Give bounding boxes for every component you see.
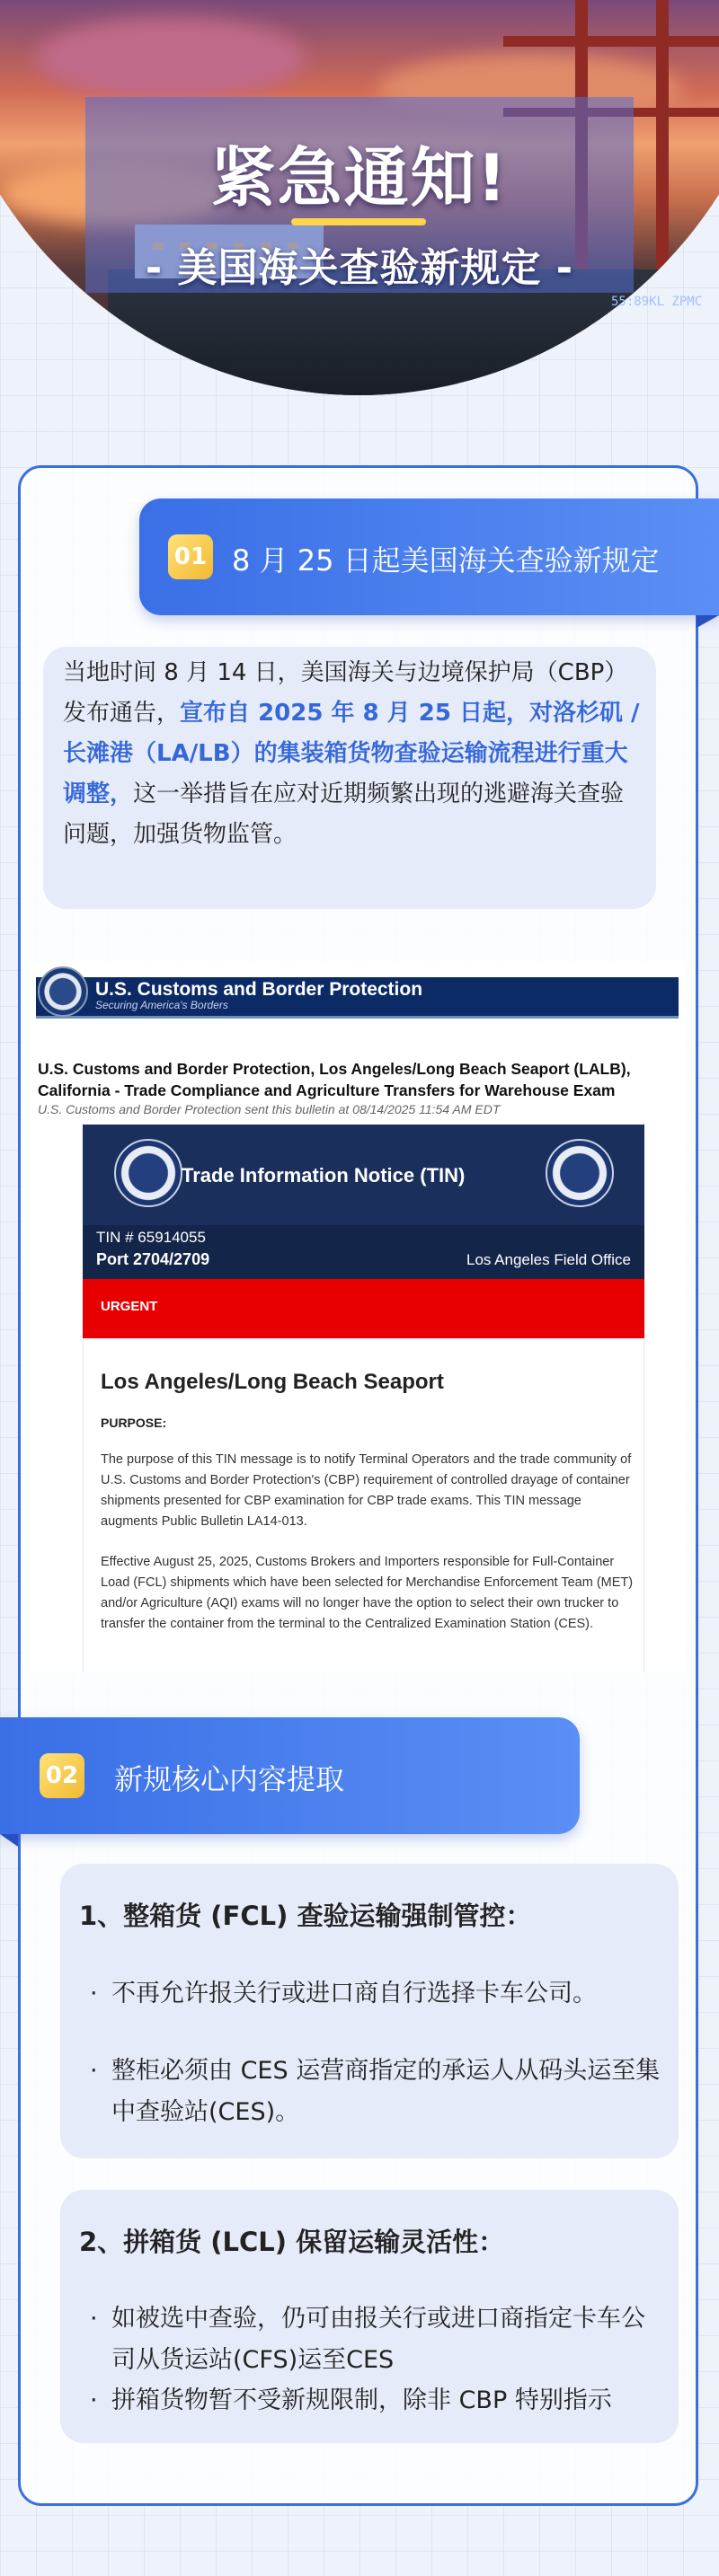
tin-label: Trade Information Notice (TIN) — [182, 1164, 466, 1187]
section-title: 8 月 25 日起美国海关查验新规定 — [232, 543, 660, 578]
list-item: · 如被选中查验，仍可由报关行或进口商指定卡车公司从货运站(CFS)运至CES — [90, 2305, 645, 2374]
purpose-label: PURPOSE: — [101, 1416, 167, 1430]
bulletin-heading: Los Angeles/Long Beach Seaport — [101, 1370, 444, 1394]
summary-highlight: 宣布自 2025 年 8 月 25 日起，对洛杉矶 / 长滩港（LA/LB）的集装箱货物查验运输流程进行重大调整， — [63, 700, 640, 807]
bulletin-paragraph-2: Effective August 25, 2025, Customs Brokers and Importers responsible for Full-Container Load (FCL) shipments which have been selected for Merchandise Enforcement Team (MET) and/or Agriculture (AQI) exams will no longer have the option to select their own trucker to transfer the container from the terminal to the Centralized Examination Station (CES). — [101, 1555, 634, 1631]
dhs-seal-icon — [38, 966, 88, 1017]
section-number-badge: 02 — [40, 1753, 84, 1798]
bulletin-sent-line: U.S. Customs and Border Protection sent this bulletin at 08/14/2025 11:54 AM EDT — [38, 1102, 501, 1116]
lcl-rule-heading: 2、拼箱货 (LCL) 保留运输灵活性： — [79, 2227, 505, 2257]
urgent-label: URGENT — [101, 1299, 158, 1314]
summary-part-a: 当地时间 8 月 14 日，美国海关与边境保护局（CBP）发布通告， — [63, 659, 628, 727]
fcl-rule-heading: 1、整箱货 (FCL) 查验运输强制管控： — [79, 1901, 532, 1931]
field-office: Los Angeles Field Office — [466, 1251, 631, 1268]
bulletin-title: U.S. Customs and Border Protection, Los Angeles/Long Beach Seaport (LALB), California - Trade Compliance and Agriculture Transfers for Warehouse Exam — [38, 1060, 631, 1099]
tin-port: Port 2704/2709 — [96, 1250, 210, 1268]
dhs-seal-left-icon — [114, 1139, 182, 1207]
list-item: · 整柜必须由 CES 运营商指定的承运人从码头运至集中查验站(CES)。 — [90, 2057, 661, 2126]
urgent-banner — [83, 1279, 644, 1338]
bulletin-paragraph-1: The purpose of this TIN message is to notify Terminal Operators and the trade community of U.S. Customs and Border Protection's (CBP) requirement of controlled drayage of container shipments presented for CBP examination for CBP trade exams. This TIN message augments Public Bulletin LA14-013. — [101, 1452, 632, 1529]
dhs-seal-right-icon — [546, 1139, 614, 1207]
page-subtitle: - 美国海关查验新规定 - — [145, 245, 574, 291]
tin-number: TIN # 65914055 — [96, 1229, 206, 1246]
cbp-bulletin-screenshot — [29, 961, 685, 1672]
page-title: 紧急通知! — [210, 140, 509, 216]
list-item: · 不再允许报关行或进口商自行选择卡车公司。 — [90, 1980, 597, 2007]
title-underline — [291, 218, 426, 225]
section-title: 新规核心内容提取 — [114, 1762, 345, 1796]
section-number-badge: 01 — [168, 534, 213, 579]
notice-summary-text — [63, 653, 643, 855]
ribbon-fold — [0, 1834, 18, 1847]
list-item: · 拼箱货物暂不受新规限制，除非 CBP 特别指示 — [90, 2386, 612, 2414]
agency-tagline: Securing America's Borders — [95, 999, 228, 1011]
ship-marking: 55:89KL ZPMC — [611, 295, 703, 309]
agency-name: U.S. Customs and Border Protection — [95, 979, 423, 1000]
summary-part-b: 这一举措旨在应对近期频繁出现的逃避海关查验问题，加强货物监管。 — [63, 781, 625, 848]
ribbon-fold — [697, 615, 719, 628]
